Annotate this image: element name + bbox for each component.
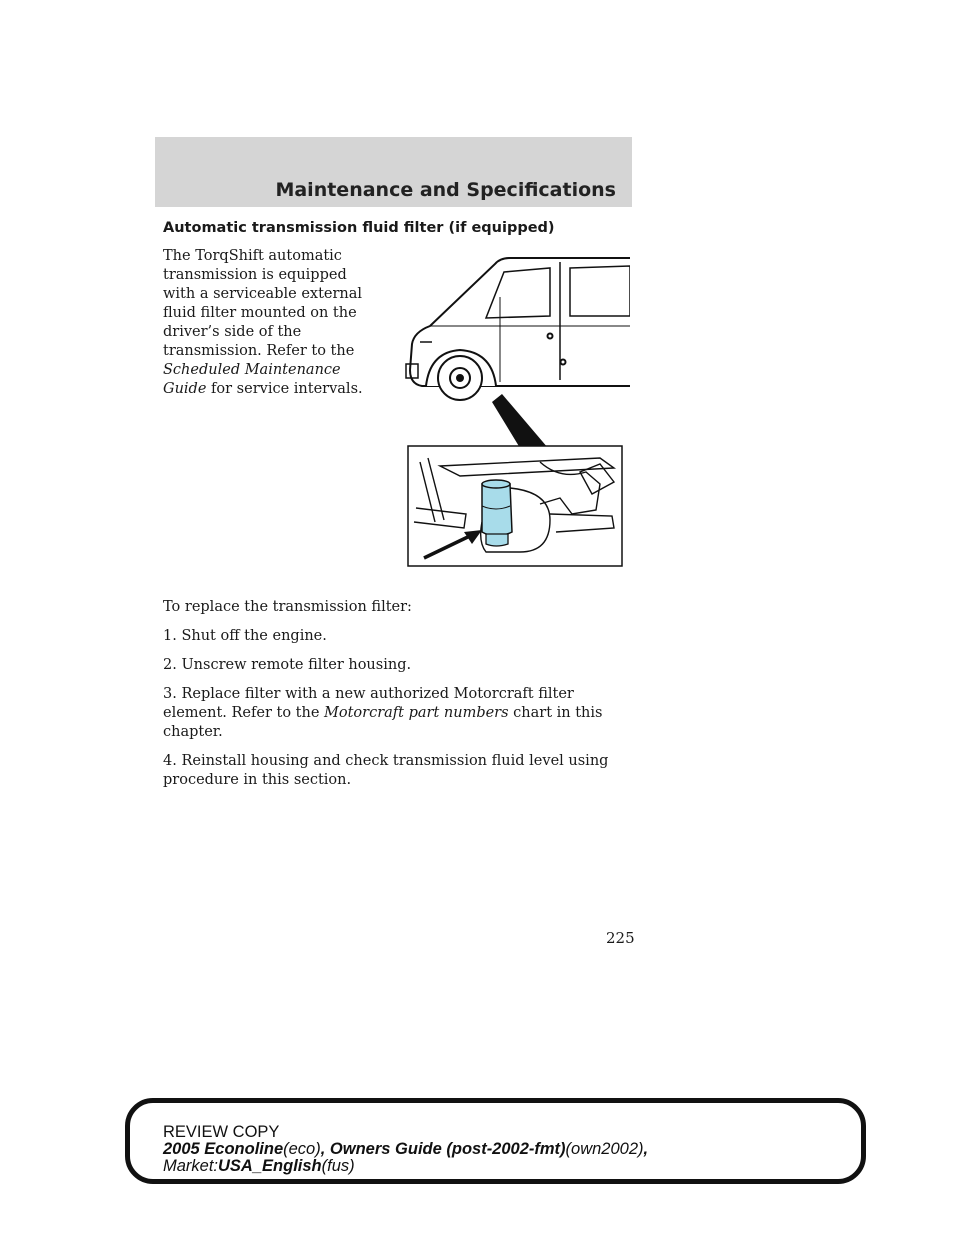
footer-model-code: (eco) xyxy=(283,1140,321,1158)
section-header-title: Maintenance and Specifications xyxy=(275,179,616,201)
motorcraft-part-numbers-ref: Motorcraft part numbers xyxy=(324,705,509,721)
section-heading: Automatic transmission fluid filter (if equipped) xyxy=(163,220,555,236)
header-band xyxy=(155,137,632,207)
van-filter-illustration xyxy=(400,252,630,572)
step-3-text-end: chart in this chapter. xyxy=(163,705,603,740)
step-2: 2. Unscrew remote filter housing. xyxy=(163,657,412,673)
intro-text: The TorqShift automatic transmission is equipped with a serviceable external fluid filter mounted on the driver’s side of the transmission. Refer to the xyxy=(163,248,363,359)
step-1: 1. Shut off the engine. xyxy=(163,628,327,644)
callout-pointer-icon xyxy=(492,394,548,448)
page-number: 225 xyxy=(606,929,635,947)
step-3-text: 3. Replace filter with a new authorized Motorcraft filter element. Refer to the xyxy=(163,686,574,721)
footer-review-copy: REVIEW COPY xyxy=(163,1123,280,1141)
procedure-lead: To replace the transmission filter: xyxy=(163,599,412,615)
footer-guide-code: (own2002) xyxy=(565,1140,644,1158)
wheel-icon xyxy=(426,350,496,400)
footer-market: USA_English xyxy=(218,1157,322,1175)
scheduled-guide-ref: Scheduled Maintenance Guide xyxy=(163,362,341,397)
step-3 xyxy=(163,685,635,742)
footer-model: 2005 Econoline xyxy=(163,1140,284,1158)
footer-guide: Owners Guide (post-2002-fmt) xyxy=(329,1140,566,1158)
footer-market-code: (fus) xyxy=(321,1157,355,1175)
footer-separator-2: , xyxy=(643,1140,649,1158)
filter-housing-icon xyxy=(482,480,512,546)
procedure-steps xyxy=(163,598,635,800)
footer-market-label: Market: xyxy=(163,1157,219,1175)
intro-text-end: for service intervals. xyxy=(211,381,363,397)
step-4: 4. Reinstall housing and check transmission fluid level using procedure in this section. xyxy=(163,753,609,788)
footer-separator: , xyxy=(320,1140,326,1158)
intro-paragraph xyxy=(163,247,378,399)
filter-detail-inset xyxy=(408,446,622,566)
footer-text xyxy=(163,1124,648,1175)
footer-market-line xyxy=(163,1158,648,1175)
footer-publication-line xyxy=(163,1141,648,1158)
